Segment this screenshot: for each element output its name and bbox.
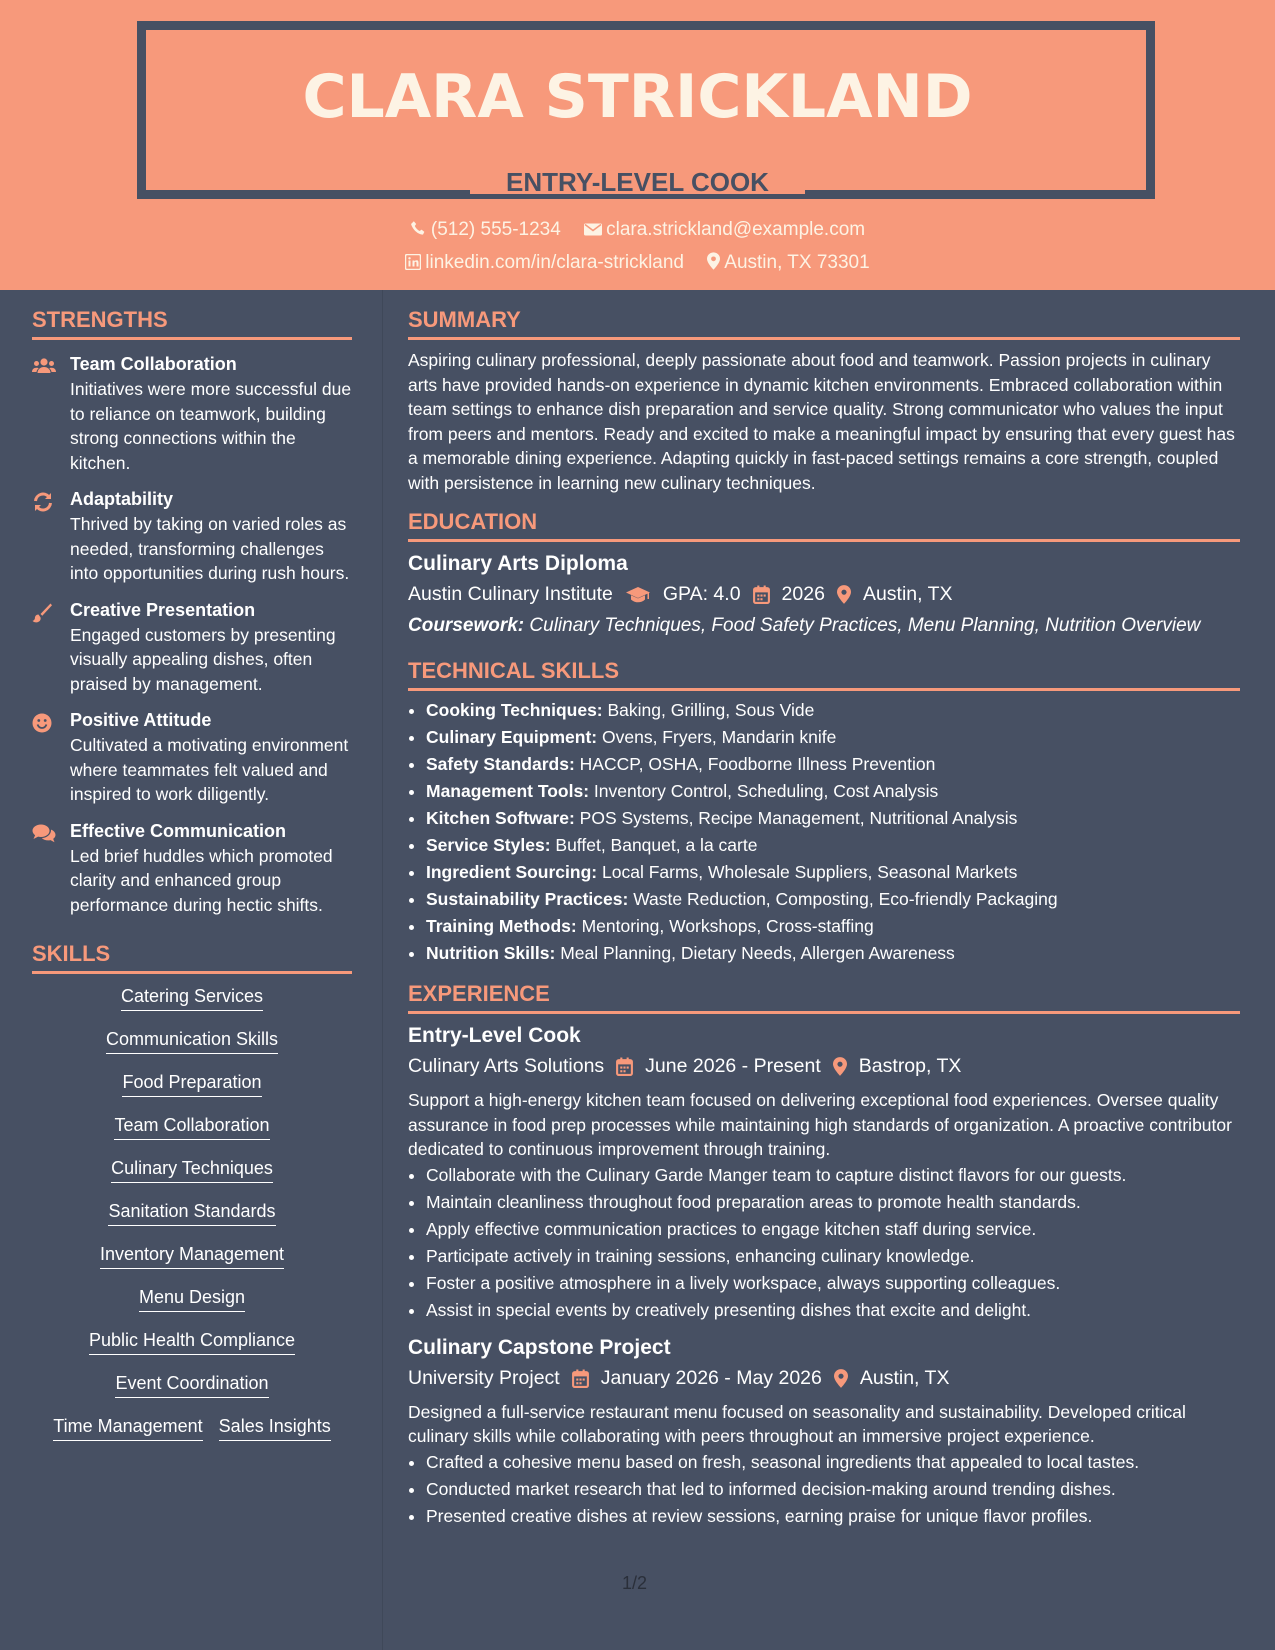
list-item: • Conducted market research that led to informed decision-making around trending dishes. bbox=[426, 1476, 1240, 1503]
school-location: Austin, TX bbox=[862, 583, 953, 605]
contact-location: Austin, TX 73301 bbox=[707, 252, 869, 274]
linkedin-icon bbox=[405, 254, 421, 270]
strength-desc: Engaged customers by presenting visually appealing dishes, often praised by management. bbox=[70, 624, 336, 694]
strengths-heading: STRENGTHS bbox=[32, 307, 352, 340]
job-title: Culinary Capstone Project bbox=[408, 1335, 671, 1359]
job-location: Austin, TX bbox=[859, 1366, 950, 1389]
degree-title: Culinary Arts Diploma bbox=[408, 552, 628, 575]
skill-tag: Food Preparation bbox=[122, 1072, 261, 1097]
strength-desc: Initiatives were more successful due to reliance on teamwork, building strong connections within the kitchen. bbox=[70, 379, 352, 473]
contact-row-1 bbox=[0, 219, 1275, 241]
list-item: • Maintain cleanliness throughout food preparation areas to promote health standards. bbox=[426, 1189, 1240, 1216]
smile-icon bbox=[32, 713, 52, 733]
job-meta bbox=[408, 1055, 1240, 1078]
strength-desc: Led brief huddles which promoted clarity and enhanced group performance during hectic shifts. bbox=[70, 845, 333, 915]
list-item: • Cooking Techniques: Baking, Grilling, Sous Vide bbox=[426, 697, 1240, 724]
skill-tag: Catering Services bbox=[121, 986, 263, 1011]
education-meta bbox=[408, 583, 1240, 606]
map-marker-icon bbox=[837, 585, 851, 604]
job-description: Designed a full-service restaurant menu focused on seasonality and sustainability. Developed critical culinary skills while collaborating with peers throughout an immersive project experience. bbox=[408, 1401, 1186, 1446]
candidate-role: ENTRY-LEVEL COOK bbox=[506, 167, 769, 197]
list-item: • Participate actively in training sessions, enhancing culinary knowledge. bbox=[426, 1243, 1240, 1270]
list-item: • Service Styles: Buffet, Banquet, a la carte bbox=[426, 832, 1240, 859]
skills-list bbox=[32, 986, 352, 1459]
resume-header bbox=[0, 0, 1275, 290]
skill-tag: Time Management bbox=[53, 1416, 202, 1441]
job-bullets bbox=[408, 1449, 1240, 1530]
graduation-year: 2026 bbox=[781, 583, 825, 605]
experience-heading: EXPERIENCE bbox=[408, 981, 1240, 1014]
list-item: • Sustainability Practices: Waste Reduction, Composting, Eco-friendly Packaging bbox=[426, 886, 1240, 913]
calendar-icon bbox=[616, 1057, 633, 1076]
technical-skills-heading: TECHNICAL SKILLS bbox=[408, 658, 1240, 691]
job-title: Entry-Level Cook bbox=[408, 1024, 581, 1047]
list-item: • Culinary Equipment: Ovens, Fryers, Mandarin knife bbox=[426, 724, 1240, 751]
skill-tag: Team Collaboration bbox=[114, 1115, 269, 1140]
list-item: • Presented creative dishes at review sessions, earning praise for unique flavor profiles. bbox=[426, 1503, 1240, 1530]
list-item: • Safety Standards: HACCP, OSHA, Foodborne Illness Prevention bbox=[426, 751, 1240, 778]
gpa: GPA: 4.0 bbox=[662, 583, 741, 605]
graduation-cap-icon bbox=[625, 586, 651, 604]
strength-item bbox=[32, 710, 352, 807]
left-column bbox=[32, 290, 352, 1459]
skill-tag: Sanitation Standards bbox=[108, 1201, 275, 1226]
skill-tag: Culinary Techniques bbox=[111, 1158, 273, 1183]
refresh-icon bbox=[32, 492, 54, 512]
contact-linkedin[interactable]: linkedin.com/in/clara-strickland bbox=[405, 252, 684, 274]
strength-title: Creative Presentation bbox=[70, 599, 256, 620]
skill-tag: Communication Skills bbox=[106, 1029, 278, 1054]
summary-text: Aspiring culinary professional, deeply passionate about food and teamwork. Passion projects in culinary arts have provided hands-on experience in dynamic kitchen environments. Embraced collaboration within team settings to enhance dish preparation and service quality. Strong communicator who values the input from peers and mentors. Ready and excited to make a meaningful impact by ensuring that every guest has a memorable dining experience. Adapting quickly in fast-paced settings remains a core strength, coupled with persistence in learning new culinary techniques. bbox=[408, 350, 1235, 493]
paintbrush-icon bbox=[32, 603, 52, 623]
strength-item bbox=[32, 489, 352, 586]
education-heading: EDUCATION bbox=[408, 509, 1240, 542]
strength-desc: Cultivated a motivating environment where teammates felt valued and inspired to work diligently. bbox=[70, 735, 349, 804]
calendar-icon bbox=[753, 585, 770, 604]
right-column bbox=[408, 290, 1240, 1530]
list-item: • Kitchen Software: POS Systems, Recipe Management, Nutritional Analysis bbox=[426, 805, 1240, 832]
list-item: • Ingredient Sourcing: Local Farms, Wholesale Suppliers, Seasonal Markets bbox=[426, 859, 1240, 886]
strength-title: Positive Attitude bbox=[70, 710, 212, 730]
skills-heading: SKILLS bbox=[32, 941, 352, 974]
envelope-icon bbox=[584, 222, 602, 237]
contact-phone[interactable]: (512) 555-1234 bbox=[410, 219, 561, 241]
strength-title: Effective Communication bbox=[70, 820, 287, 841]
candidate-name: CLARA STRICKLAND bbox=[302, 62, 973, 132]
list-item: • Apply effective communication practices to engage kitchen staff during service. bbox=[426, 1216, 1240, 1243]
skill-tag: Sales Insights bbox=[219, 1416, 331, 1441]
list-item: • Assist in special events by creatively presenting dishes that excite and delight. bbox=[426, 1297, 1240, 1324]
list-item: • Training Methods: Mentoring, Workshops, Cross-staffing bbox=[426, 913, 1240, 940]
company-name: University Project bbox=[408, 1366, 560, 1389]
map-marker-icon bbox=[834, 1369, 848, 1388]
company-name: Culinary Arts Solutions bbox=[408, 1055, 605, 1077]
contact-row-2 bbox=[0, 252, 1275, 274]
page-number: 1/2 bbox=[622, 1573, 648, 1593]
strength-title: Team Collaboration bbox=[70, 354, 237, 374]
map-marker-icon bbox=[833, 1057, 847, 1076]
job-bullets bbox=[408, 1162, 1240, 1324]
skill-tag: Event Coordination bbox=[115, 1373, 268, 1398]
skill-tag: Inventory Management bbox=[100, 1244, 284, 1269]
technical-skills-list bbox=[408, 697, 1240, 967]
job-dates: June 2026 - Present bbox=[645, 1055, 821, 1077]
job-meta bbox=[408, 1367, 1240, 1390]
skill-tag: Menu Design bbox=[139, 1287, 245, 1312]
strength-item bbox=[32, 354, 352, 475]
calendar-icon bbox=[572, 1369, 589, 1388]
list-item: • Crafted a cohesive menu based on fresh, seasonal ingredients that appealed to local tastes. bbox=[426, 1449, 1240, 1476]
skill-tag: Public Health Compliance bbox=[89, 1330, 295, 1355]
list-item: • Collaborate with the Culinary Garde Manger team to capture distinct flavors for our guests. bbox=[426, 1162, 1240, 1189]
list-item: • Nutrition Skills: Meal Planning, Dietary Needs, Allergen Awareness bbox=[426, 940, 1240, 967]
job-location: Bastrop, TX bbox=[858, 1055, 962, 1077]
job-description: Support a high-energy kitchen team focused on delivering exceptional food experiences. Oversee quality assurance in food prep processes while maintaining high standards of organization. A proactive contributor dedicated to continuous improvement through training. bbox=[408, 1090, 1232, 1159]
list-item: • Foster a positive atmosphere in a lively workspace, always supporting colleagues. bbox=[426, 1270, 1240, 1297]
summary-heading: SUMMARY bbox=[408, 307, 1240, 340]
list-item: • Management Tools: Inventory Control, Scheduling, Cost Analysis bbox=[426, 778, 1240, 805]
comments-icon bbox=[32, 824, 56, 843]
strength-title: Adaptability bbox=[70, 489, 174, 509]
phone-icon bbox=[410, 220, 427, 237]
users-icon bbox=[32, 357, 56, 375]
job-dates: January 2026 - May 2026 bbox=[600, 1366, 822, 1389]
strength-item bbox=[32, 821, 352, 918]
coursework: Coursework: Culinary Techniques, Food Safety Practices, Menu Planning, Nutrition Overview bbox=[408, 615, 1201, 636]
map-marker-icon bbox=[707, 252, 720, 270]
strength-desc: Thrived by taking on varied roles as needed, transforming challenges into opportunities during rush hours. bbox=[70, 514, 350, 583]
contact-email[interactable]: clara.strickland@example.com bbox=[584, 219, 865, 241]
school-name: Austin Culinary Institute bbox=[408, 583, 613, 605]
strength-item bbox=[32, 600, 352, 697]
